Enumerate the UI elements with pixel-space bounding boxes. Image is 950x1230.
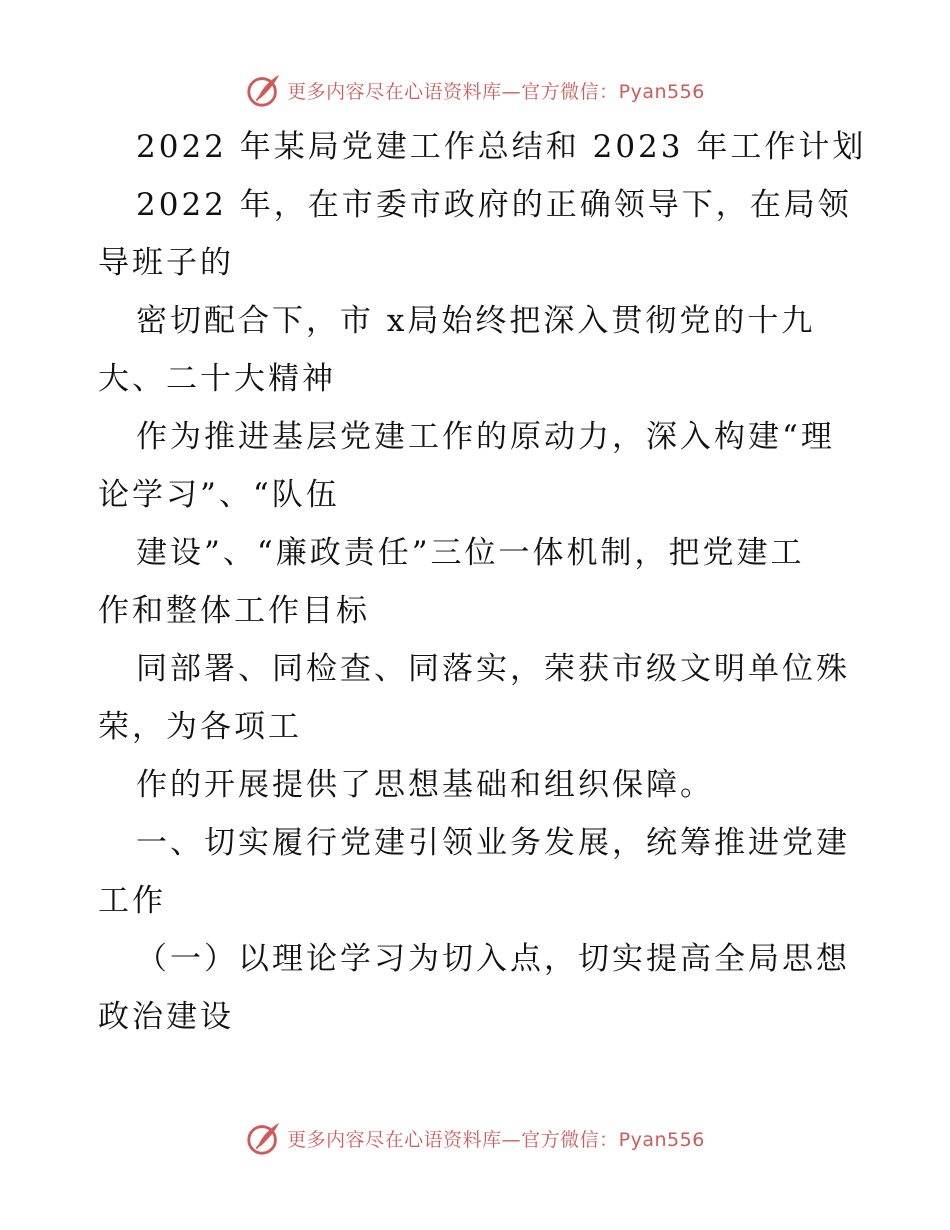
paragraph-line: 同部署、同检查、同落实，荣获市级文明单位殊 — [136, 651, 850, 687]
paragraph-line: 作的开展提供了思想基础和组织保障。 — [136, 767, 714, 803]
header-watermark-text: 更多内容尽在心语资料库—官方微信：Pyan556 — [287, 80, 705, 103]
paragraph-line: 密切配合下，市 x局始终把深入贯彻党的十九 — [136, 303, 816, 339]
subsection-heading-line: 政治建设 — [98, 999, 234, 1035]
paragraph-line: 作为推进基层党建工作的原动力，深入构建“理 — [136, 419, 835, 455]
footer-watermark — [0, 1118, 950, 1158]
header-watermark — [0, 70, 950, 110]
paragraph-line: 大、二十大精神 — [98, 361, 336, 397]
subsection-heading-line: （一）以理论学习为切入点，切实提高全局思想 — [136, 941, 850, 977]
paragraph-line: 导班子的 — [98, 245, 234, 281]
section-heading-line: 工作 — [98, 883, 166, 919]
paragraph-line: 建设”、“廉政责任”三位一体机制，把党建工 — [136, 535, 805, 571]
document-body — [98, 118, 867, 1046]
paragraph-line: 2022 年，在市委市政府的正确领导下，在局领 — [136, 187, 852, 223]
document-title: 2022 年某局党建工作总结和 2023 年工作计划 — [136, 129, 867, 165]
paragraph-line: 荣，为各项工 — [98, 709, 302, 745]
paragraph-line: 作和整体工作目标 — [98, 593, 370, 629]
quill-logo-icon — [245, 71, 283, 109]
section-heading-line: 一、切实履行党建引领业务发展，统筹推进党建 — [136, 825, 850, 861]
quill-logo-icon — [245, 1119, 283, 1157]
footer-watermark-text: 更多内容尽在心语资料库—官方微信：Pyan556 — [287, 1128, 705, 1151]
paragraph-line: 论学习”、“队伍 — [98, 477, 340, 513]
